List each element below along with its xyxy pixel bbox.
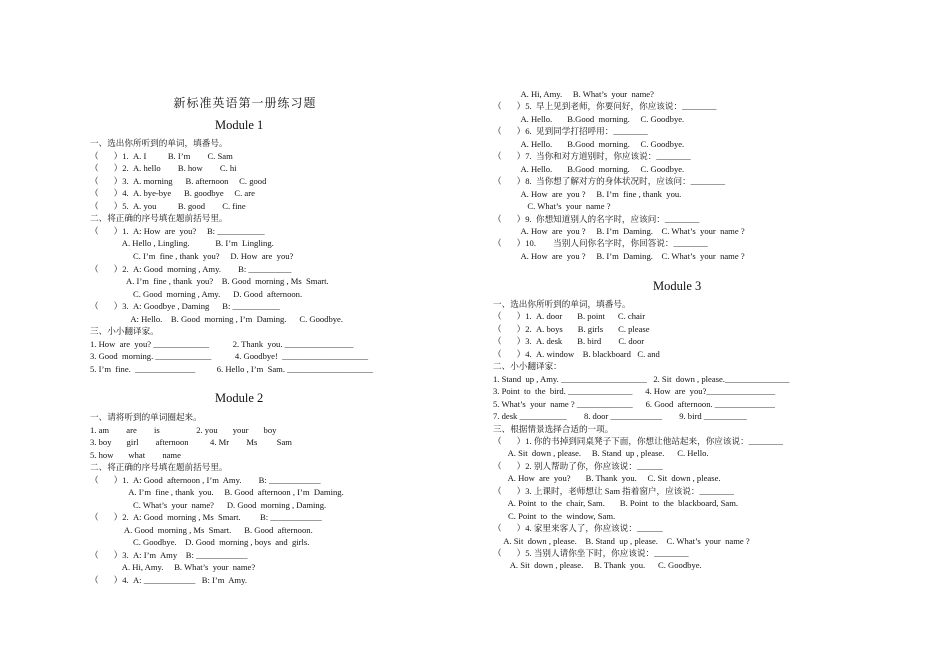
module2-continued-line: A. How are you ? B. I’m fine , thank you. bbox=[493, 188, 682, 199]
module2-line: 3. boy girl afternoon 4. Mr Ms Sam bbox=[90, 437, 292, 447]
module1-line: 三、小小翻译家。 bbox=[90, 326, 159, 337]
module2-line: 二、将正确的序号填在题前括号里。 bbox=[90, 462, 228, 472]
module3-line: A. Sit down , please. B. Stand up , please. C. What’s your name ? bbox=[493, 535, 750, 546]
module3-line: （ ）3. A. desk B. bird C. door bbox=[493, 336, 645, 347]
module2-line: 1. am are is 2. you your boy bbox=[90, 424, 277, 435]
module3-line: （ ）2. A. boys B. girls C. please bbox=[493, 323, 650, 334]
module2-line: 5. how what name bbox=[90, 449, 181, 460]
module1-line: C. I’m fine , thank you? D. How are you? bbox=[90, 250, 294, 261]
module3-line: A. Sit down , please. B. Thank you. C. Goodbye. bbox=[493, 560, 702, 571]
module2-line: （ ）1. A: Good afternoon , I’m Amy. B: ____________ bbox=[90, 474, 321, 485]
module2-heading: Module 2 bbox=[215, 391, 264, 405]
module3-line: C. Point to the window, Sam. bbox=[493, 510, 616, 521]
module2-continued-line: （ ）5. 早上见到老师，你要问好，你应该说：________ bbox=[493, 101, 717, 112]
module3-line: （ ）4. A. window B. blackboard C. and bbox=[493, 348, 660, 359]
module3-line: 二、小小翻译家： bbox=[493, 361, 562, 372]
module2-line: A. Good morning , Ms Smart. B. Good afternoon. bbox=[90, 524, 313, 535]
module2-continued-line: （ ）9. 你想知道别人的名字时，应该问：________ bbox=[493, 213, 700, 224]
module1-line: （ ）1. A. I B. I’m C. Sam bbox=[90, 150, 233, 161]
module1-line: （ ）3. A. morning B. afternoon C. good bbox=[90, 175, 267, 186]
module1-line: 二、将正确的序号填在题前括号里。 bbox=[90, 213, 228, 224]
module3-line: （ ）1. 你的书掉到同桌凳子下面，你想让他站起来，你应该说：________ bbox=[493, 435, 784, 446]
module2-line: A. Hi, Amy. B. What’s your name? bbox=[90, 562, 256, 572]
module2-continued-line: A. How are you ? B. I’m Daming. C. What’s your name ? bbox=[493, 250, 745, 261]
module3-line: （ ）1. A. door B. point C. chair bbox=[493, 311, 646, 322]
module2-line: （ ）3. A: I’m Amy B: ____________ bbox=[90, 549, 248, 560]
module2-continued-line: （ ）7. 当你和对方道别时，你应该说：________ bbox=[493, 151, 691, 162]
module2-continued-line: （ ）8. 当你想了解对方的身体状况时，应该问：________ bbox=[493, 176, 726, 187]
page-title: 新标准英语第一册练习题 bbox=[173, 96, 317, 110]
module3-line: （ ）5. 当别人请你坐下时，你应该说：________ bbox=[493, 548, 689, 558]
module1-line: （ ）3. A: Goodbye , Daming B: ___________ bbox=[90, 301, 280, 312]
module2-line: （ ）4. A: ____________ B: I’m Amy. bbox=[90, 574, 247, 585]
module3-line: 5. What’s your name ? _____________ 6. Good afternoon. ______________ bbox=[493, 398, 775, 409]
module1-line: A: Hello. B. Good morning , I’m Daming. C. Goodbye. bbox=[90, 313, 344, 324]
module1-line: A. Hello , Lingling. B. I’m Lingling. bbox=[90, 238, 274, 249]
module3-line: 3. Point to the bird. _______________ 4. How are you?________________ bbox=[493, 386, 776, 397]
module2-line: （ ）2. A: Good morning , Ms Smart. B: ____________ bbox=[90, 512, 322, 522]
module1-line: 1. How are you? _____________ 2. Thank you. ________________ bbox=[90, 338, 354, 349]
module1-line: 3. Good morning. _____________ 4. Goodbye! ____________________ bbox=[90, 351, 369, 362]
module2-continued-line: （ ）6. 见到同学打招呼用：________ bbox=[493, 126, 648, 137]
module3-line: 三、根据情景选择合适的一项。 bbox=[493, 423, 614, 434]
module2-line: A. I’m fine , thank you. B. Good afternoon , I’m Daming. bbox=[90, 487, 344, 497]
module3-line: （ ）4. 家里来客人了，你应该说：______ bbox=[493, 523, 663, 534]
module1-line: （ ）2. A. hello B. how C. hi bbox=[90, 163, 237, 174]
module1-line: A. I’m fine , thank you? B. Good morning , Ms Smart. bbox=[90, 276, 329, 287]
module2-continued-line: C. What’s your name ? bbox=[493, 201, 611, 212]
module3-line: A. Point to the chair, Sam. B. Point to the blackboard, Sam. bbox=[493, 498, 739, 509]
module2-continued-line: A. Hello. B.Good morning. C. Goodbye. bbox=[493, 113, 685, 124]
module1-heading: Module 1 bbox=[215, 118, 264, 132]
module2-continued-line: A. Hello. B.Good morning. C. Goodbye. bbox=[493, 163, 685, 174]
module3-line: 1. Stand up , Amy. ____________________ 2. Sit down , please._______________ bbox=[493, 373, 790, 384]
module2-continued-line: A. Hello. B.Good morning. C. Goodbye. bbox=[493, 138, 685, 149]
module3-line: 一、选出你所听到的单词，填番号。 bbox=[493, 299, 631, 309]
module1-line: （ ）1. A: How are you? B: ___________ bbox=[90, 225, 265, 236]
module2-continued-line: A. How are you ? B. I’m Daming. C. What’s your name ? bbox=[493, 225, 745, 236]
module1-line: （ ）4. A. bye-bye B. goodbye C. are bbox=[90, 188, 255, 199]
module3-line: （ ）3. 上课时，老师想让 Sam 指着窗户，应该说：________ bbox=[493, 485, 734, 496]
module2-line: C. What’s your name? D. Good morning , Daming. bbox=[90, 499, 327, 510]
module2-line: C. Goodbye. D. Good morning , boys and girls. bbox=[90, 537, 310, 547]
module3-line: A. Sit down , please. B. Stand up , please. C. Hello. bbox=[493, 448, 709, 459]
module1-line: （ ）2. A: Good morning , Amy. B: __________ bbox=[90, 263, 292, 274]
module3-heading: Module 3 bbox=[653, 279, 702, 293]
module2-continued-line: （ ）10. 当别人问你名字时，你回答说：________ bbox=[493, 238, 708, 249]
module1-line: 5. I’m fine. ______________ 6. Hello , I’m Sam. ____________________ bbox=[90, 363, 374, 374]
module3-line: （ ）2. 别人帮助了你，你应该说：______ bbox=[493, 460, 663, 471]
module2-line: 一、请将听到的单词圈起来。 bbox=[90, 412, 202, 422]
module1-line: C. Good morning , Amy. D. Good afternoon. bbox=[90, 288, 303, 299]
module1-line: 一、选出你所听到的单词，填番号。 bbox=[90, 138, 228, 148]
module1-line: （ ）5. A. you B. good C. fine bbox=[90, 200, 246, 211]
module3-line: 7. desk ___________ 8. door ____________ 9. bird __________ bbox=[493, 411, 747, 422]
module3-line: A. How are you? B. Thank you. C. Sit down , please. bbox=[493, 473, 721, 484]
module2-continued-line: A. Hi, Amy. B. What’s your name? bbox=[493, 89, 654, 99]
